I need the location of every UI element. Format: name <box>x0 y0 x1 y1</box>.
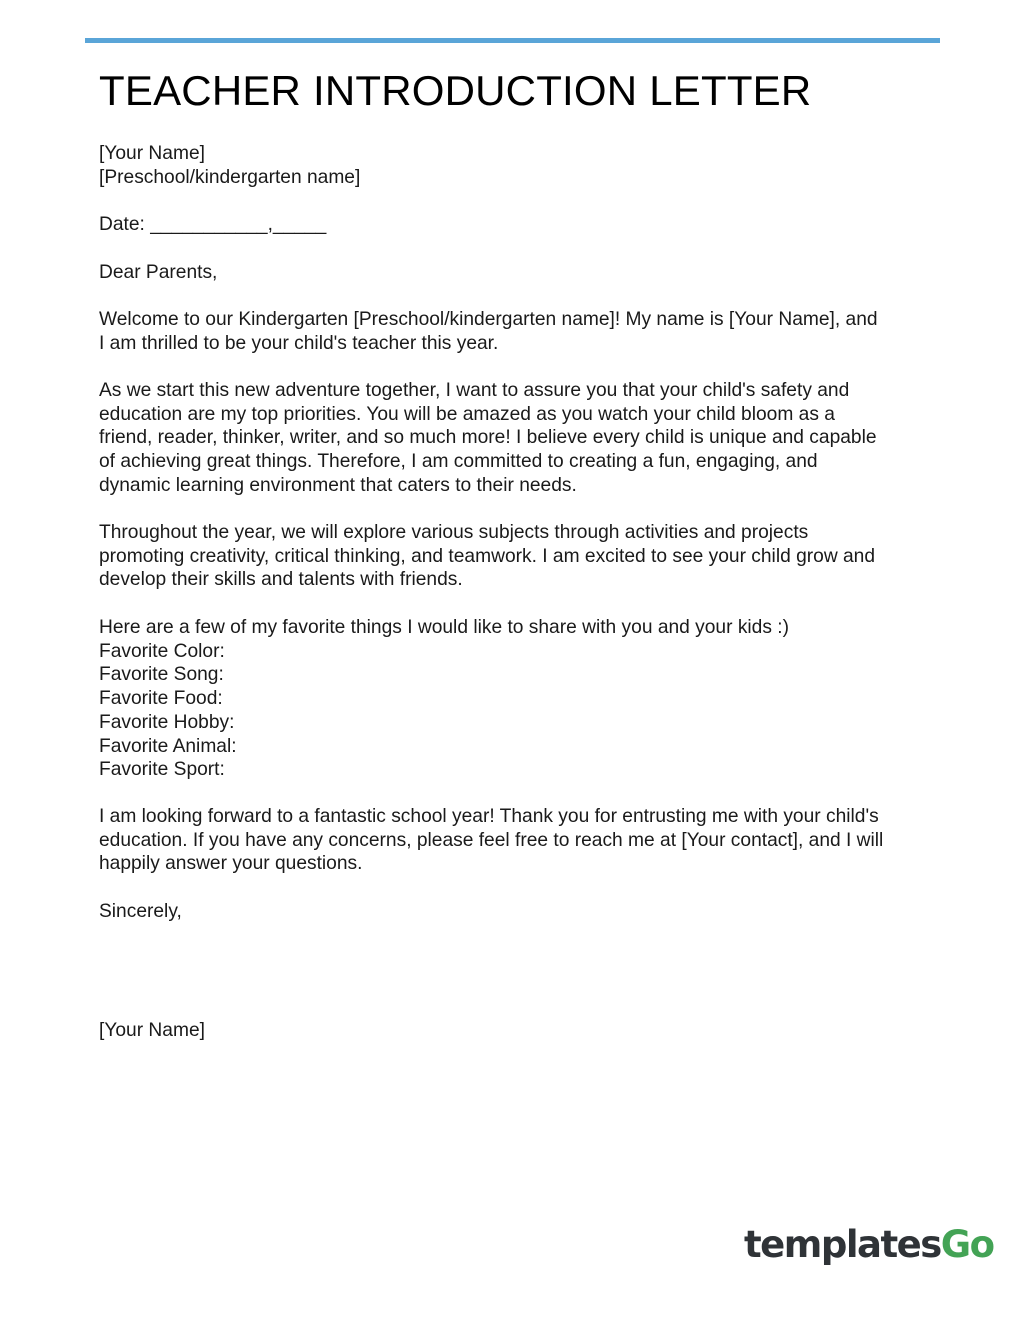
favorites-section <box>99 616 929 782</box>
sender-name: [Your Name] <box>99 143 205 164</box>
closing: Sincerely, <box>99 901 182 922</box>
paragraph-line: education. If you have any concerns, please feel free to reach me at [Your contact], and I will <box>99 829 884 851</box>
signature-name: [Your Name] <box>99 1020 205 1041</box>
sender-block <box>99 142 929 189</box>
templatesgo-logo <box>744 1222 994 1268</box>
favorite-sport: Favorite Sport: <box>99 759 225 781</box>
paragraph-adventure <box>99 379 929 498</box>
paragraph-line: happily answer your questions. <box>99 853 363 875</box>
favorite-color: Favorite Color: <box>99 640 225 662</box>
date-line: Date: ___________,_____ <box>99 214 327 235</box>
paragraph-line: I am looking forward to a fantastic school year! Thank you for entrusting me with your child's <box>99 806 879 827</box>
paragraph-line: promoting creativity, critical thinking, and teamwork. I am excited to see your child grow and <box>99 545 876 567</box>
logo-main-text: templates <box>744 1223 941 1266</box>
paragraph-line: dynamic learning environment that caters to their needs. <box>99 474 577 496</box>
favorite-food: Favorite Food: <box>99 688 223 710</box>
paragraph-closing <box>99 805 929 876</box>
paragraph-line: I am thrilled to be your child's teacher this year. <box>99 332 499 354</box>
paragraph-line: of achieving great things. Therefore, I am committed to creating a fun, engaging, and <box>99 451 818 473</box>
paragraph-line: Welcome to our Kindergarten [Preschool/kindergarten name]! My name is [Your Name], and <box>99 309 878 330</box>
favorite-song: Favorite Song: <box>99 664 224 686</box>
salutation: Dear Parents, <box>99 262 218 283</box>
logo-accent-text: Go <box>940 1223 994 1266</box>
top-accent-rule <box>85 38 940 43</box>
paragraph-line: education are my top priorities. You will be amazed as you watch your child bloom as a <box>99 403 835 425</box>
favorite-hobby: Favorite Hobby: <box>99 711 235 733</box>
favorite-animal: Favorite Animal: <box>99 735 237 757</box>
paragraph-welcome <box>99 308 929 355</box>
paragraph-line: Throughout the year, we will explore various subjects through activities and projects <box>99 522 809 543</box>
school-name: [Preschool/kindergarten name] <box>99 166 361 188</box>
paragraph-line: friend, reader, thinker, writer, and so much more! I believe every child is unique and capable <box>99 427 877 449</box>
paragraph-line: develop their skills and talents with friends. <box>99 569 463 591</box>
favorites-intro: Here are a few of my favorite things I would like to share with you and your kids :) <box>99 617 790 638</box>
paragraph-line: As we start this new adventure together, I want to assure you that your child's safety and <box>99 380 850 401</box>
paragraph-subjects <box>99 521 929 592</box>
document-title: TEACHER INTRODUCTION LETTER <box>99 67 812 114</box>
